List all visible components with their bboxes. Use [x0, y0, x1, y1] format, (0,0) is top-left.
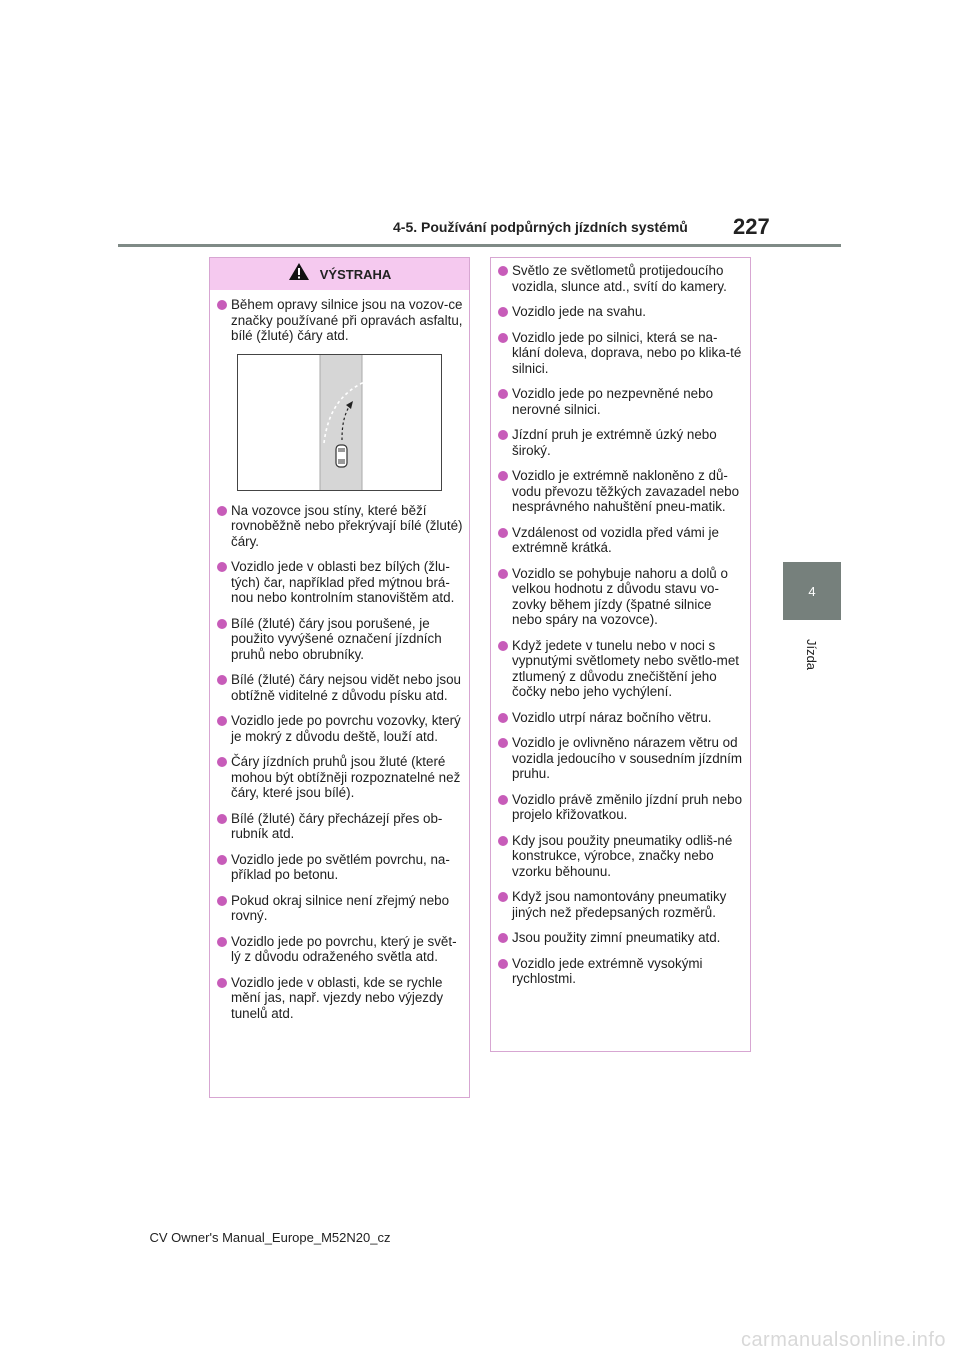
list-item: Jízdní pruh je extrémně úzký nebo široký.	[498, 427, 744, 458]
bullet-icon	[498, 713, 508, 723]
bullet-icon	[498, 307, 508, 317]
bullet-icon	[498, 569, 508, 579]
bullet-icon	[217, 896, 227, 906]
list-item: Vozidlo utrpí náraz bočního větru.	[498, 710, 744, 726]
page-number: 227	[733, 214, 770, 239]
bullet-icon	[217, 855, 227, 865]
list-item: Kdy jsou použity pneumatiky odliš-né konstrukce, výrobce, značky nebo vzorku běhounu.	[498, 833, 744, 880]
list-item: Když jsou namontovány pneumatiky jiných než předepsaných rozměrů.	[498, 889, 744, 920]
bullet-icon	[217, 562, 227, 572]
list-item: Na vozovce jsou stíny, které běží rovnoběžně nebo překrývají bílé (žluté) čáry.	[217, 503, 463, 550]
bullet-icon	[217, 716, 227, 726]
list-item: Vozidlo se pohybuje nahoru a dolů o velkou hodnotu z důvodu stavu vo-zovky během jízdy (špatné silnice nebo spáry na vozovce).	[498, 566, 744, 628]
bullet-icon	[498, 933, 508, 943]
list-item: Bílé (žluté) čáry jsou porušené, je použito vyvýšené označení jízdních pruhů nebo obrubníky.	[217, 616, 463, 663]
list-item: Bílé (žluté) čáry přecházejí přes ob-rubník atd.	[217, 811, 463, 842]
bullet-icon	[217, 757, 227, 767]
list-item: Vozidlo jede po povrchu, který je svět-lý z důvodu odraženého světla atd.	[217, 934, 463, 965]
bullet-icon	[217, 814, 227, 824]
list-item: Vozidlo jede extrémně vysokými rychlostmi.	[498, 956, 744, 987]
bullet-icon	[498, 959, 508, 969]
road-illustration	[237, 354, 442, 491]
chapter-number: 4	[808, 583, 816, 599]
list-item: Čáry jízdních pruhů jsou žluté (které mohou být obtížněji rozpoznatelné než čáry, které jsou bílé).	[217, 754, 463, 801]
bullet-icon	[217, 937, 227, 947]
bullet-icon	[498, 389, 508, 399]
bullet-icon	[498, 738, 508, 748]
list-item: Vzdálenost od vozidla před vámi je extrémně krátká.	[498, 525, 744, 556]
list-item: Vozidlo jede v oblasti bez bílých (žlu-tých) čar, například před mýtnou brá-nou nebo kontrolním stanovištěm atd.	[217, 559, 463, 606]
bullet-icon	[217, 619, 227, 629]
bullet-icon	[498, 333, 508, 343]
warning-list-left	[210, 297, 469, 344]
list-item: Pokud okraj silnice není zřejmý nebo rovný.	[217, 893, 463, 924]
list-item: Během opravy silnice jsou na vozov-ce značky používané při opravách asfaltu, bílé (žluté) čáry atd.	[217, 297, 463, 344]
watermark: carmanualsonline.info	[740, 1329, 946, 1351]
warning-list-right	[491, 258, 750, 987]
bullet-icon	[498, 528, 508, 538]
chapter-tab[interactable]	[783, 562, 841, 620]
warning-triangle-icon	[288, 262, 310, 284]
footer-text: CV Owner's Manual_Europe_M52N20_cz	[149, 1230, 391, 1245]
bullet-icon	[217, 300, 227, 310]
list-item: Vozidlo jede na svahu.	[498, 304, 744, 320]
warning-list-left-continued	[210, 503, 469, 1022]
warning-box-left	[209, 257, 470, 1098]
list-item: Vozidlo jede po nezpevněné nebo nerovné silnici.	[498, 386, 744, 417]
chapter-label-text: Jízda	[804, 638, 820, 670]
list-item: Když jedete v tunelu nebo v noci s vypnutými světlomety nebo světlo-met ztlumený z důvodu znečištění jeho čočky nebo jeho vychýlení.	[498, 638, 744, 700]
list-item: Bílé (žluté) čáry nejsou vidět nebo jsou obtížně viditelné z důvodu písku atd.	[217, 672, 463, 703]
bullet-icon	[217, 978, 227, 988]
list-item: Vozidlo jede po silnici, která se na-klání doleva, doprava, nebo po klika-té silnici.	[498, 330, 744, 377]
header-divider	[118, 244, 841, 247]
list-item: Vozidlo jede po světlém povrchu, na-příklad po betonu.	[217, 852, 463, 883]
list-item: Vozidlo je ovlivněno nárazem větru od vozidla jedoucího v sousedním jízdním pruhu.	[498, 735, 744, 782]
warning-box-right	[490, 257, 751, 1052]
warning-heading-text: VÝSTRAHA	[319, 266, 392, 282]
bullet-icon	[498, 795, 508, 805]
list-item: Vozidlo jede po povrchu vozovky, který je mokrý z důvodu deště, louží atd.	[217, 713, 463, 744]
list-item: Vozidlo právě změnilo jízdní pruh nebo projelo křižovatkou.	[498, 792, 744, 823]
bullet-icon	[498, 641, 508, 651]
bullet-icon	[217, 675, 227, 685]
list-item: Vozidlo je extrémně nakloněno z dů-vodu převozu těžkých zavazadel nebo nesprávného nahuštění pneu-matik.	[498, 468, 744, 515]
bullet-icon	[498, 266, 508, 276]
footer	[0, 1230, 540, 1245]
bullet-icon	[498, 430, 508, 440]
list-item: Vozidlo jede v oblasti, kde se rychle mění jas, např. vjezdy nebo výjezdy tunelů atd.	[217, 975, 463, 1022]
chapter-label	[790, 634, 834, 674]
list-item: Jsou použity zimní pneumatiky atd.	[498, 930, 744, 946]
bullet-icon	[217, 506, 227, 516]
bullet-icon	[498, 471, 508, 481]
list-item: Světlo ze světlometů protijedoucího vozidla, slunce atd., svítí do kamery.	[498, 263, 744, 294]
section-title: 4-5. Používání podpůrných jízdních systémů	[393, 219, 688, 235]
bullet-icon	[498, 892, 508, 902]
warning-heading	[210, 258, 469, 290]
bullet-icon	[498, 836, 508, 846]
